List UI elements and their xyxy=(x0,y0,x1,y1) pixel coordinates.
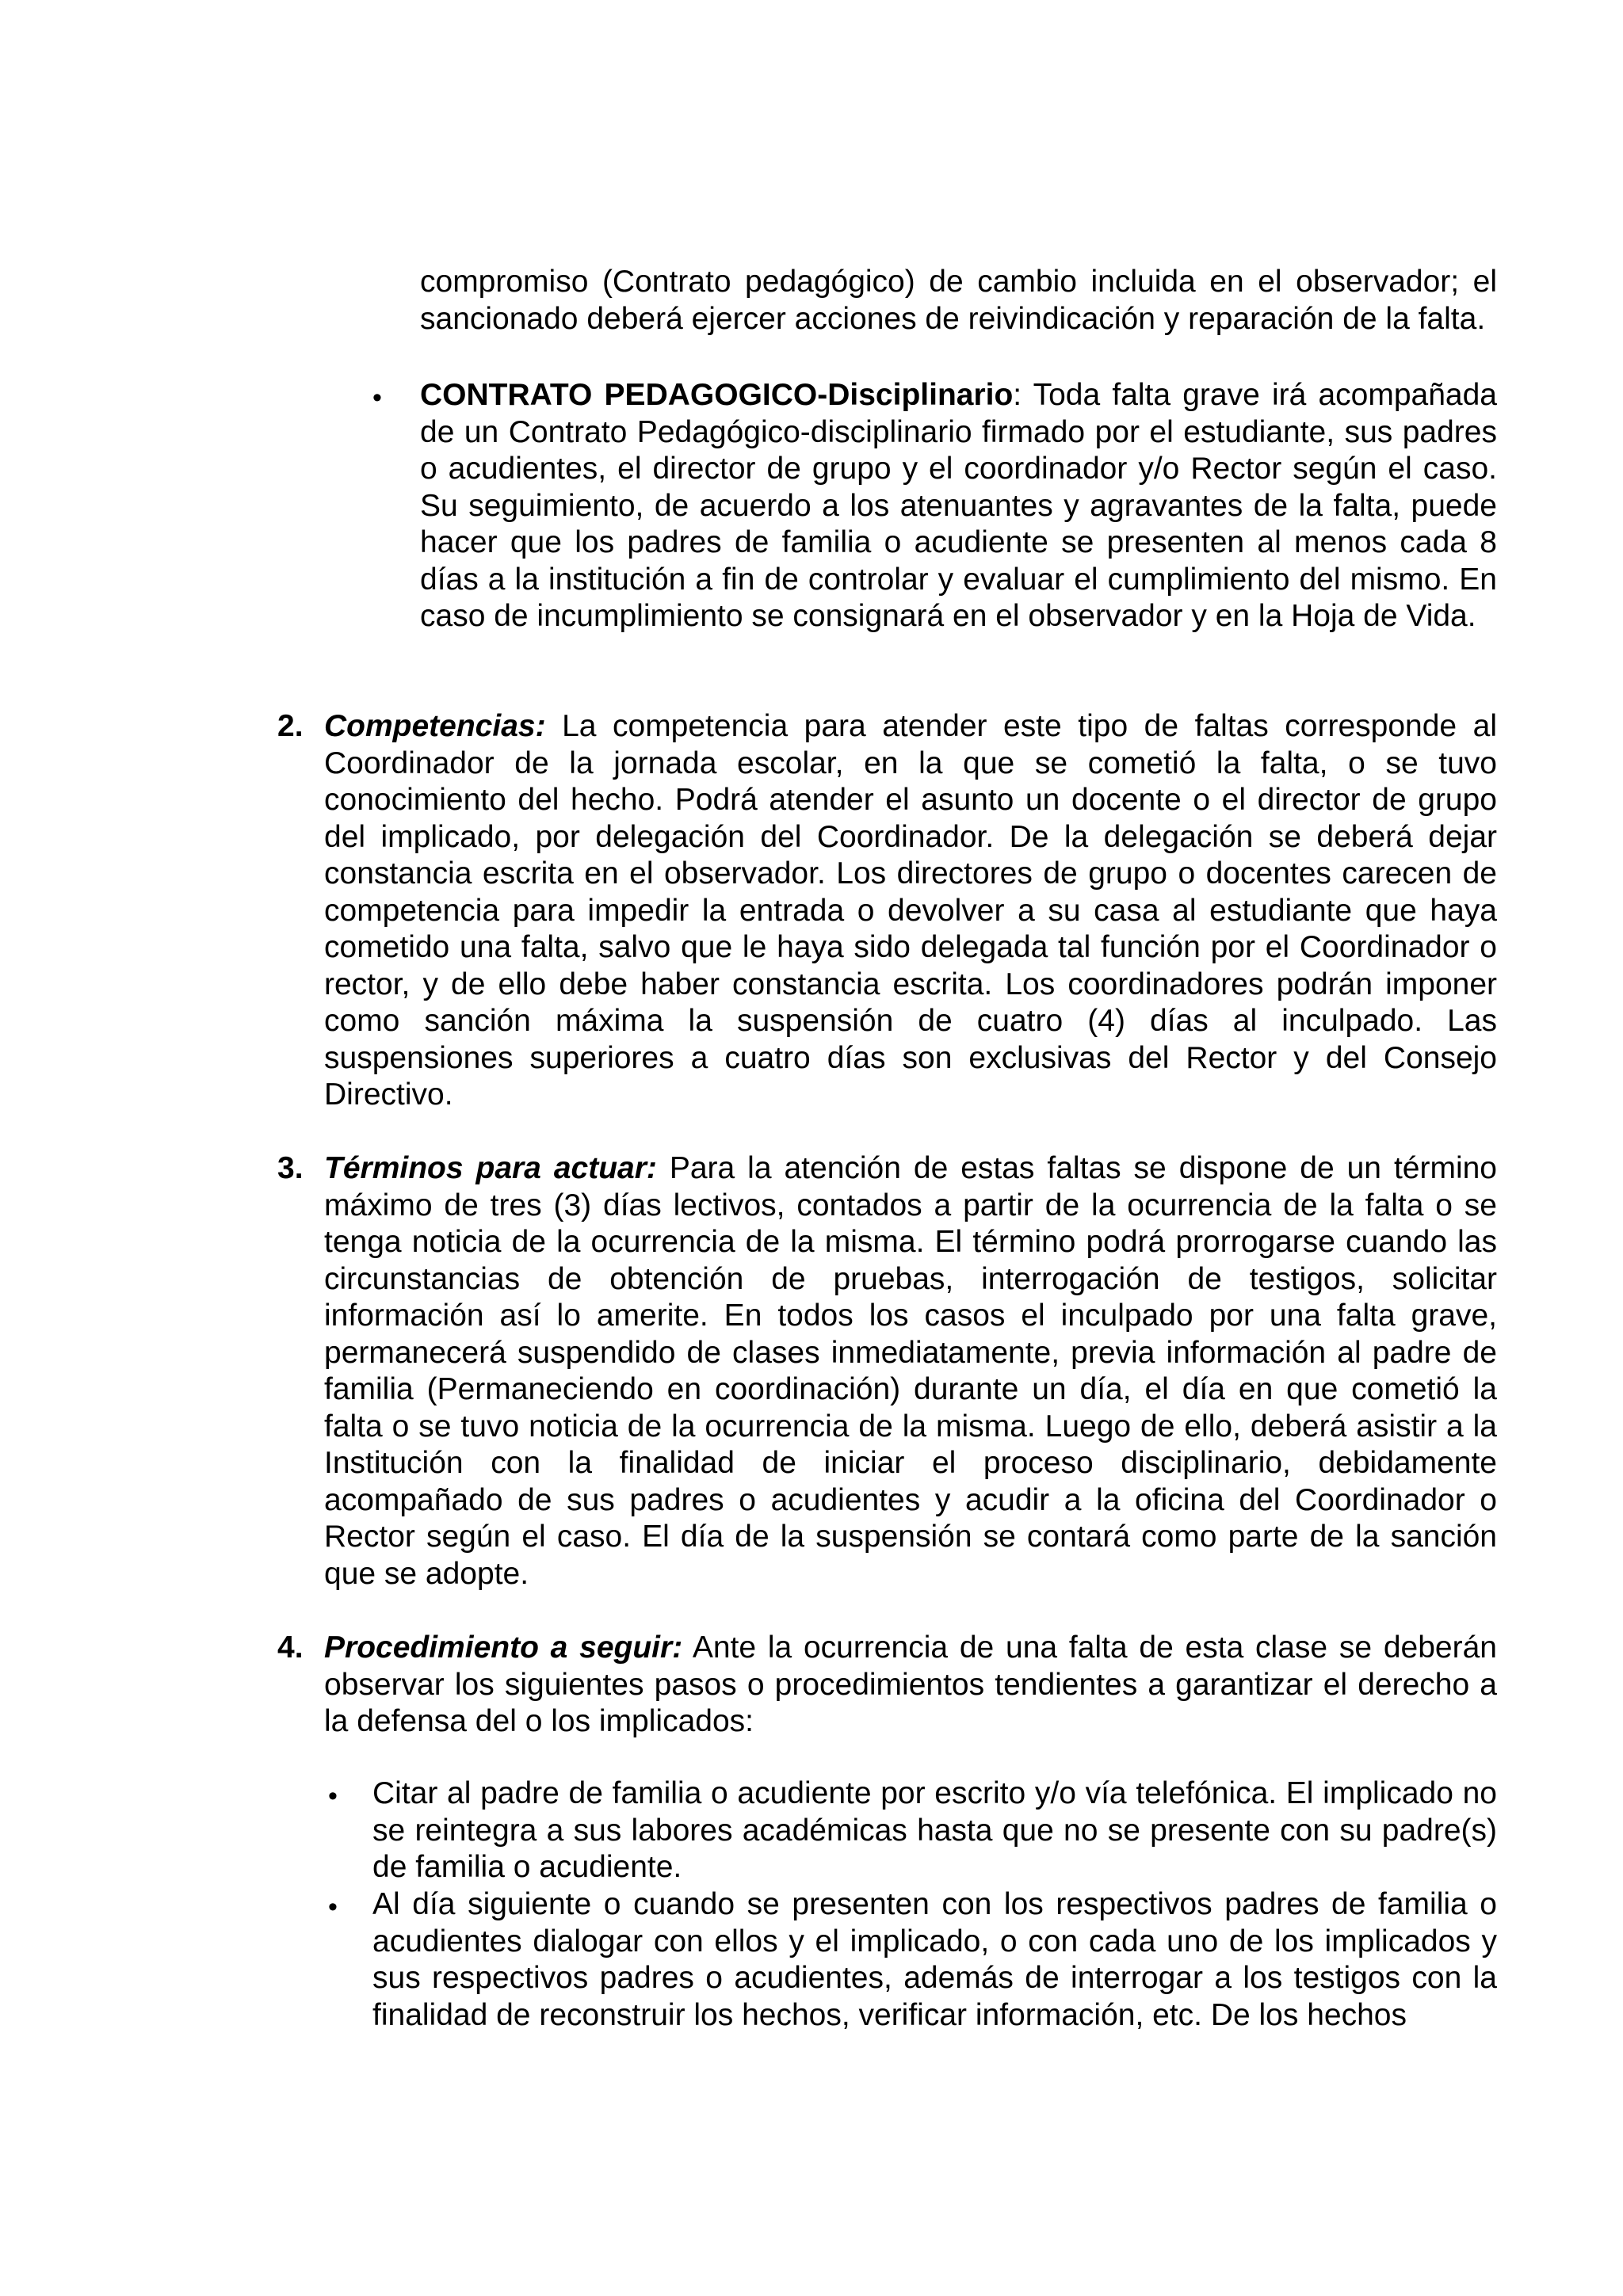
item-number: 4. xyxy=(277,1630,304,1665)
item-heading: Términos para actuar: xyxy=(324,1151,657,1185)
bullet-icon: • xyxy=(372,383,382,413)
bullet-icon: • xyxy=(328,1892,338,1922)
contrato-separator: : xyxy=(1013,378,1022,412)
continuation-paragraph: compromiso (Contrato pedagógico) de cambio incluida en el observador; el sancionado deberá ejercer acciones de reivindicación y reparación de la falta. xyxy=(420,265,1497,336)
procedure-bullet-paragraph: Citar al padre de familia o acudiente por escrito y/o vía telefónica. El implicado no se reintegra a sus labores académicas hasta que no se presente con su padre(s) de familia o acudiente. xyxy=(372,1776,1497,1884)
item-text: Ante la ocurrencia de una falta de esta clase se deberán observar los siguientes pasos o procedimientos tendientes a garantizar el derecho a la defensa del o los implicados: xyxy=(324,1630,1497,1738)
bullet-icon: • xyxy=(328,1781,338,1811)
item-heading: Competencias: xyxy=(324,709,546,743)
item-number: 3. xyxy=(277,1151,304,1185)
item-number: 2. xyxy=(277,709,304,743)
procedure-bullet-paragraph: Al día siguiente o cuando se presenten con los respectivos padres de familia o acudientes dialogar con ellos y el implicado, o con cada uno de los implicados y sus respectivos padres o acudientes, además de interrogar a los testigos con la finalidad de reconstruir los hechos, verificar información, etc. De los hechos xyxy=(372,1887,1497,2032)
item-text: La competencia para atender este tipo de faltas corresponde al Coordinador de la jornada escolar, en la que se cometió la falta, o se tuvo conocimiento del hecho. Podrá atender el asunto un docente o el director de grupo del implicado, por delegación del Coordinador. De la delegación se deberá dejar constancia escrita en el observador. Los directores de grupo o docentes carecen de competencia para impedir la entrada o devolver a su casa al estudiante que haya cometido una falta, salvo que le haya sido delegada tal función por el Coordinador o rector, y de ello debe haber constancia escrita. Los coordinadores podrán imponer como sanción máxima la suspensión de cuatro (4) días al inculpado. Las suspensiones superiores a cuatro días son exclusivas del Rector y del Consejo Directivo. xyxy=(324,709,1497,1112)
contrato-bullet-paragraph xyxy=(420,377,1497,635)
item-heading: Procedimiento a seguir: xyxy=(324,1630,683,1665)
contrato-text: Toda falta grave irá acompañada de un Contrato Pedagógico-disciplinario firmado por el estudiante, sus padres o acudientes, el director de grupo y el coordinador y/o Rector según el caso. Su seguimiento, de acuerdo a los atenuantes y agravantes de la falta, puede hacer que los padres de familia o acudiente se presenten al menos cada 8 días a la institución a fin de controlar y evaluar el cumplimiento del mismo. En caso de incumplimiento se consignará en el observador y en la Hoja de Vida. xyxy=(420,378,1497,633)
item-paragraph xyxy=(324,1630,1497,1741)
item-paragraph xyxy=(324,708,1497,1114)
item-paragraph xyxy=(324,1150,1497,1592)
contrato-heading: CONTRATO PEDAGOGICO-Disciplinario xyxy=(420,378,1014,412)
item-text: Para la atención de estas faltas se dispone de un término máximo de tres (3) días lectivos, contados a partir de la ocurrencia de la falta o se tenga noticia de la ocurrencia de la misma. El término podrá prorrogarse cuando las circunstancias de obtención de pruebas, interrogación de testigos, solicitar información así lo amerite. En todos los casos el inculpado por una falta grave, permanecerá suspendido de clases inmediatamente, previa información al padre de familia (Permaneciendo en coordinación) durante un día, el día en que cometió la falta o se tuvo noticia de la ocurrencia de la misma. Luego de ello, deberá asistir a la Institución con la finalidad de iniciar el proceso disciplinario, debidamente acompañado de sus padres o acudientes y acudir a la oficina del Coordinador o Rector según el caso. El día de la suspensión se contará como parte de la sanción que se adopte. xyxy=(324,1151,1497,1591)
